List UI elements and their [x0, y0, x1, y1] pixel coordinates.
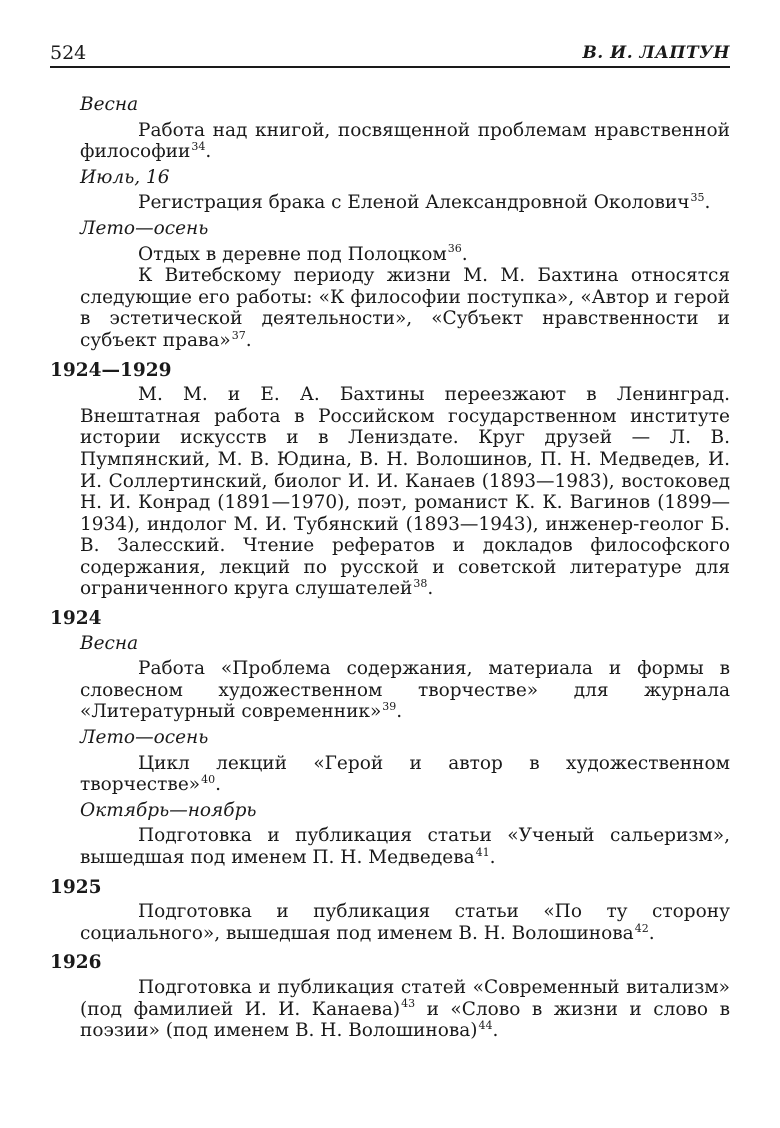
chronology-entry — [50, 977, 730, 1042]
chronology-entry — [50, 244, 730, 266]
chronology-entry — [50, 901, 730, 944]
entry-text: Работа «Проблема содержания, материала и формы в словесном художественном творчестве» для журнала «Литературный современник» — [80, 658, 730, 723]
date-heading: Июль, 16 — [80, 166, 170, 188]
page-header — [50, 42, 730, 68]
chronology-text — [50, 94, 730, 1046]
period: . — [205, 141, 212, 163]
footnote-ref[interactable]: 42 — [634, 921, 649, 935]
period: . — [492, 1020, 499, 1042]
period: . — [704, 192, 711, 214]
chronology-entry — [50, 192, 730, 214]
entry-text: и «Слово в жизни и слово в поэзии» (под именем В. Н. Волошинова) — [80, 998, 730, 1042]
footnote-ref[interactable]: 38 — [413, 577, 428, 591]
year-heading: 1924 — [50, 608, 102, 630]
footnote-ref[interactable]: 41 — [475, 845, 490, 859]
season-heading: Весна — [80, 632, 139, 654]
entry-text: К Витебскому периоду жизни М. М. Бахтина относятся следующие его работы: «К философии поступка», «Автор и герой в эстетической деятельности», «Субъект нравственности и субъект права» — [80, 265, 730, 351]
season-heading: Октябрь—ноябрь — [80, 799, 257, 821]
season-heading: Весна — [80, 94, 139, 115]
chronology-entry — [50, 120, 730, 163]
season-heading: Лето—осень — [80, 727, 209, 749]
period: . — [461, 243, 468, 265]
period: . — [427, 578, 434, 600]
period: . — [245, 329, 252, 351]
footnote-ref[interactable]: 40 — [201, 773, 216, 787]
footnote-ref[interactable]: 44 — [478, 1019, 493, 1032]
chronology-entry — [50, 825, 730, 868]
chronology-entry — [50, 658, 730, 723]
entry-text: Регистрация брака с Еленой Александровной Околович — [138, 192, 690, 214]
year-heading: 1926 — [50, 952, 102, 974]
entry-text: Подготовка и публикация статьи «По ту сторону социального», вышедшая под именем В. Н. Волошинова — [80, 901, 730, 944]
chronology-entry — [50, 753, 730, 796]
year-heading: 1925 — [50, 876, 102, 898]
footnote-ref[interactable]: 37 — [231, 328, 246, 342]
entry-text: Отдых в деревне под Полоцком — [138, 243, 447, 265]
page-number: 524 — [50, 42, 87, 64]
footnote-ref[interactable]: 36 — [447, 242, 462, 256]
period: . — [215, 774, 221, 796]
period: . — [396, 701, 403, 723]
chronology-entry — [50, 384, 730, 600]
entry-text: Подготовка и публикация статьи «Ученый сальеризм», вышедшая под именем П. Н. Медведева — [80, 825, 730, 868]
season-heading: Лето—осень — [80, 217, 209, 239]
footnote-ref[interactable]: 35 — [690, 191, 705, 205]
period: . — [489, 847, 496, 868]
entry-text: Подготовка и публикация статей «Современный витализм» (под фамилией И. И. Канаева) — [80, 976, 730, 1020]
year-heading: 1924—1929 — [50, 359, 172, 381]
footnote-ref[interactable]: 39 — [382, 700, 397, 714]
running-head: В. И. ЛАПТУН — [582, 43, 730, 63]
chronology-entry — [50, 265, 730, 351]
entry-text: М. М. и Е. А. Бахтины переезжают в Ленинград. Внештатная работа в Российском государственном институте истории искусств и в Лениздате. Круг друзей — Л. В. Пумпянский, М. В. Юдина, В. Н. Волошинов, П. Н. Медведев, И. И. Соллертинский, биолог И. И. Канаев (1893—1983), востоковед Н. И. Конрад (1891—1970), поэт, романист К. К. Вагинов (1899—1934), индолог М. И. Тубянский (1893—1943), инженер-геолог Б. В. Залесский. Чтение рефератов и докладов философского содержания, лекций по русской и советской литературе для ограниченного круга слушателей — [80, 384, 730, 600]
footnote-ref[interactable]: 43 — [401, 997, 416, 1011]
entry-text: Работа над книгой, посвященной проблемам нравственной философии — [80, 119, 730, 163]
entry-text: Цикл лекций «Герой и автор в художественном творчестве» — [80, 752, 730, 796]
period: . — [648, 922, 655, 944]
footnote-ref[interactable]: 34 — [191, 140, 206, 154]
